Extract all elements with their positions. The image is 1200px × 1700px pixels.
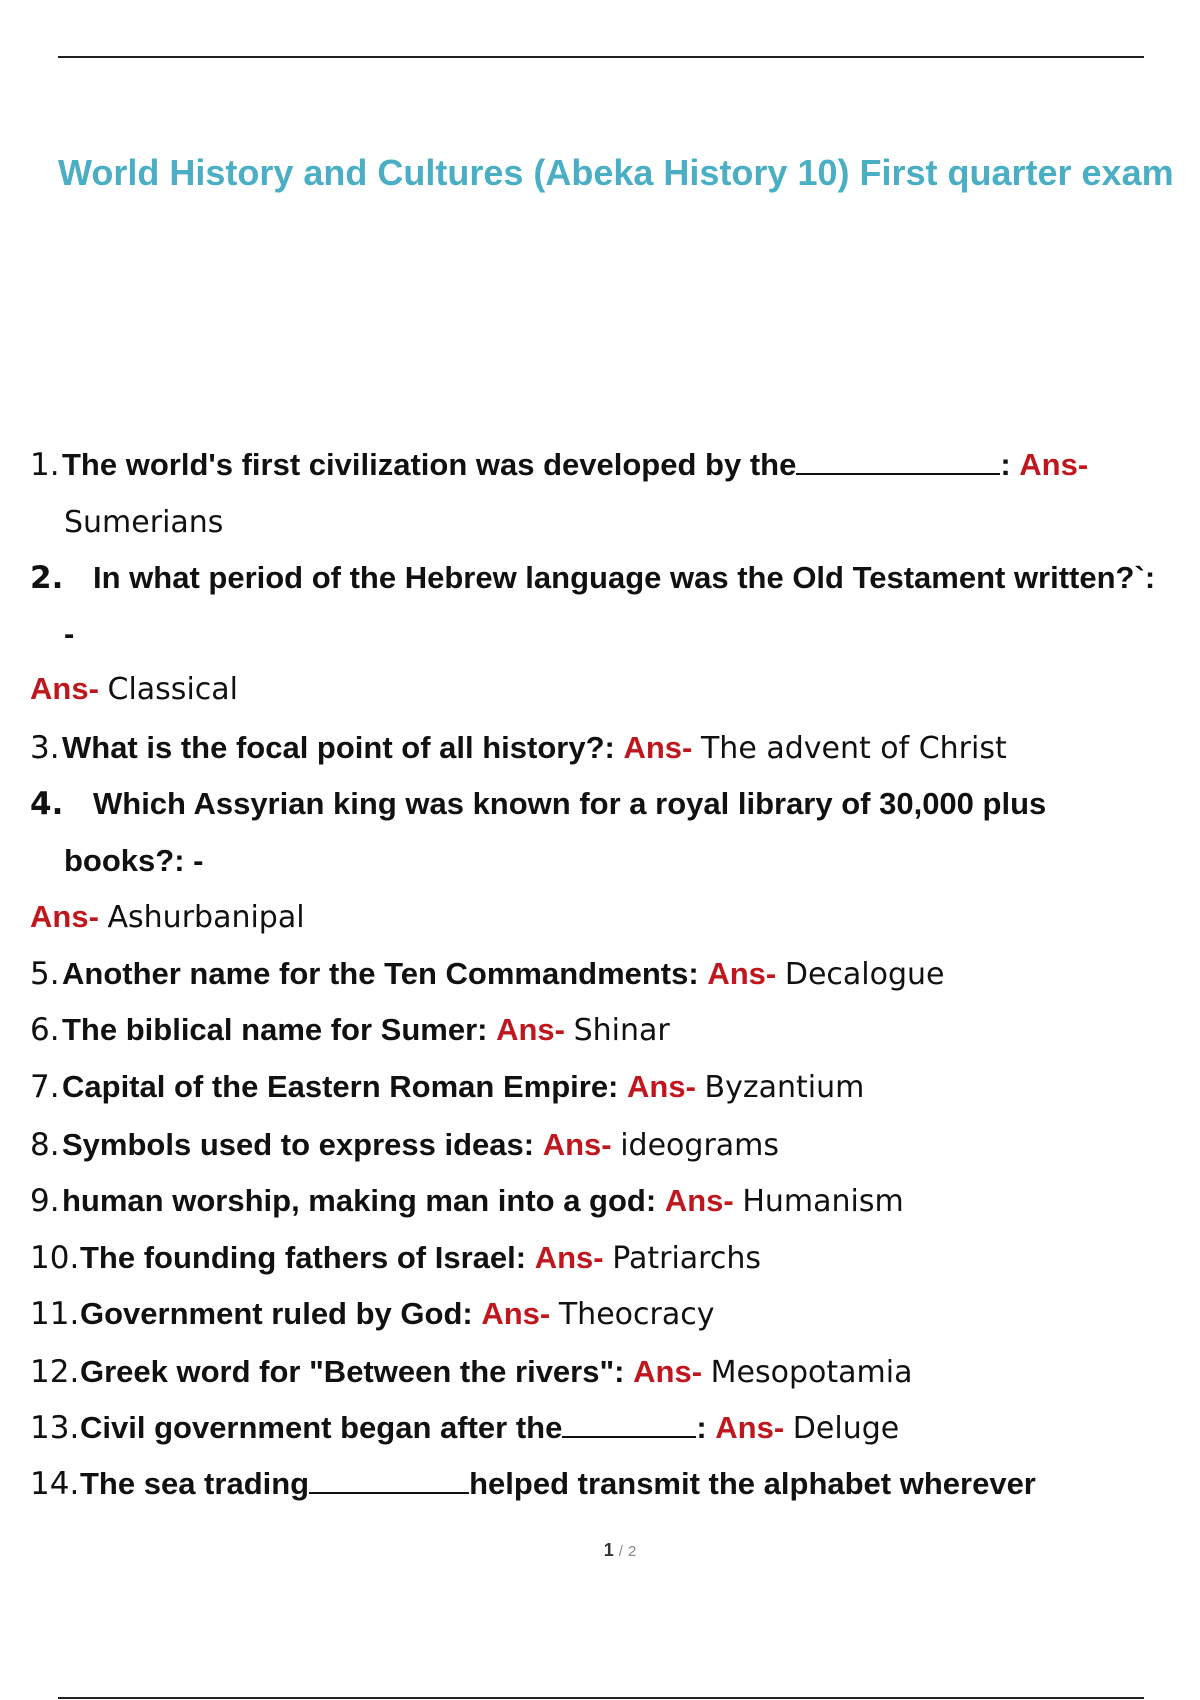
question-7 bbox=[30, 1067, 864, 1108]
answer-label: Ans- bbox=[1019, 447, 1089, 482]
answer-blank bbox=[796, 447, 1000, 475]
question-number: 8. bbox=[30, 1127, 60, 1163]
answer-1-line bbox=[64, 502, 223, 543]
answer-text: Byzantium bbox=[704, 1070, 865, 1105]
question-4 bbox=[30, 784, 1046, 824]
answer-text: Mesopotamia bbox=[710, 1355, 913, 1390]
answer-text: The advent of Christ bbox=[700, 731, 1007, 766]
question-text: Which Assyrian king was known for a royal library of 30,000 plus bbox=[93, 786, 1047, 821]
question-text-continued: books?: - bbox=[64, 843, 204, 878]
answer-label: Ans- bbox=[542, 1127, 612, 1162]
answer-label: Ans- bbox=[30, 899, 99, 934]
total-pages: 2 bbox=[627, 1543, 637, 1560]
question-number: 13. bbox=[30, 1410, 80, 1446]
question-12 bbox=[30, 1352, 912, 1393]
answer-text: Theocracy bbox=[558, 1297, 715, 1332]
question-number: 14. bbox=[30, 1466, 80, 1502]
question-5 bbox=[30, 954, 944, 995]
question-text: The founding fathers of Israel: bbox=[80, 1240, 527, 1275]
answer-text: Deluge bbox=[792, 1411, 900, 1446]
question-8 bbox=[30, 1125, 779, 1166]
question-text: The world's first civilization was developed by the bbox=[62, 447, 797, 482]
answer-text: Patriarchs bbox=[612, 1241, 761, 1276]
question-text: human worship, making man into a god: bbox=[62, 1183, 657, 1218]
answer-2-line bbox=[30, 669, 238, 710]
question-text: Capital of the Eastern Roman Empire: bbox=[62, 1069, 619, 1104]
top-rule bbox=[58, 56, 1144, 58]
question-text: In what period of the Hebrew language was the Old Testament written?`: bbox=[93, 560, 1156, 595]
answer-label: Ans- bbox=[633, 1354, 703, 1389]
answer-label: Ans- bbox=[481, 1296, 551, 1331]
question-2-dash bbox=[64, 614, 74, 654]
question-punct: : bbox=[1000, 447, 1011, 482]
question-number: 10. bbox=[30, 1240, 80, 1276]
question-3 bbox=[30, 728, 1007, 769]
current-page: 1 bbox=[603, 1540, 614, 1560]
answer-label: Ans- bbox=[715, 1410, 785, 1445]
question-number: 1. bbox=[30, 447, 60, 483]
question-number: 9. bbox=[30, 1183, 60, 1219]
question-text: Another name for the Ten Commandments: bbox=[62, 956, 699, 991]
page-indicator bbox=[0, 1540, 1200, 1561]
bottom-rule bbox=[58, 1697, 1144, 1699]
answer-label: Ans- bbox=[496, 1012, 565, 1047]
answer-blank bbox=[309, 1466, 469, 1494]
answer-label: Ans- bbox=[627, 1069, 696, 1104]
answer-text: Classical bbox=[107, 672, 238, 707]
answer-text: Shinar bbox=[573, 1013, 670, 1048]
question-2 bbox=[30, 558, 1155, 598]
document-title: World History and Cultures (Abeka History 10) First quarter exam bbox=[58, 152, 1174, 193]
answer-label: Ans- bbox=[623, 730, 693, 765]
question-text: Symbols used to express ideas: bbox=[62, 1127, 535, 1162]
question-13 bbox=[30, 1408, 899, 1449]
question-text-after-blank: helped transmit the alphabet wherever bbox=[469, 1466, 1036, 1501]
answer-label: Ans- bbox=[707, 956, 777, 991]
answer-4-line bbox=[30, 897, 305, 938]
question-number: 4. bbox=[30, 786, 64, 822]
answer-label: Ans- bbox=[664, 1183, 734, 1218]
answer-label: Ans- bbox=[30, 671, 99, 706]
question-number: 2. bbox=[30, 560, 64, 596]
question-number: 7. bbox=[30, 1069, 60, 1105]
question-14 bbox=[30, 1464, 1036, 1504]
question-number: 11. bbox=[30, 1296, 80, 1332]
answer-text: Decalogue bbox=[784, 957, 945, 992]
question-11 bbox=[30, 1294, 714, 1335]
page-separator: / bbox=[618, 1543, 623, 1560]
question-4-cont bbox=[64, 841, 204, 881]
question-10 bbox=[30, 1238, 761, 1279]
answer-label: Ans- bbox=[534, 1240, 604, 1275]
question-text: Greek word for "Between the rivers": bbox=[80, 1354, 625, 1389]
question-punct: : bbox=[696, 1410, 707, 1445]
question-number: 12. bbox=[30, 1354, 80, 1390]
question-9 bbox=[30, 1181, 904, 1222]
answer-blank bbox=[562, 1410, 696, 1438]
question-number: 5. bbox=[30, 956, 60, 992]
question-text: The sea trading bbox=[80, 1466, 310, 1501]
answer-text: Ashurbanipal bbox=[107, 900, 305, 935]
question-6 bbox=[30, 1010, 670, 1051]
question-dash: - bbox=[64, 616, 75, 651]
question-1 bbox=[30, 445, 1088, 485]
question-number: 3. bbox=[30, 730, 60, 766]
question-text: Civil government began after the bbox=[80, 1410, 563, 1445]
answer-text: Sumerians bbox=[64, 505, 224, 540]
question-text: Government ruled by God: bbox=[80, 1296, 473, 1331]
question-number: 6. bbox=[30, 1012, 60, 1048]
question-text: What is the focal point of all history?: bbox=[62, 730, 615, 765]
answer-text: ideograms bbox=[620, 1128, 780, 1163]
question-text: The biblical name for Sumer: bbox=[62, 1012, 488, 1047]
answer-text: Humanism bbox=[742, 1184, 904, 1219]
